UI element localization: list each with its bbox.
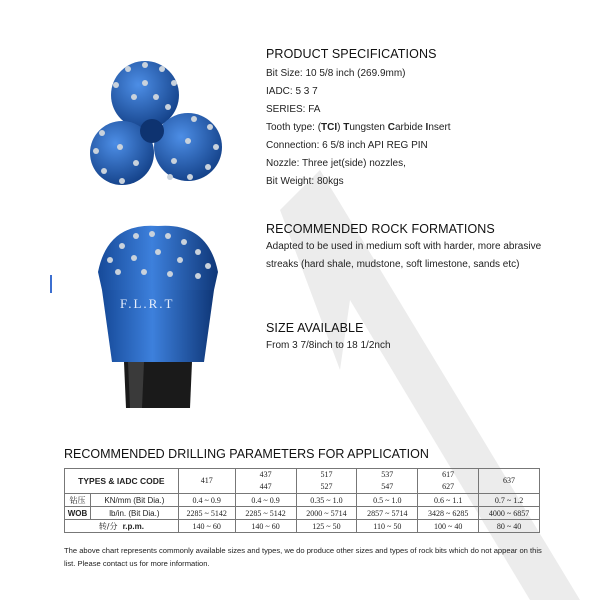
type-cell: 417 xyxy=(178,469,235,494)
type-cell: 637 xyxy=(479,469,540,494)
table-cell: 140 ~ 60 xyxy=(235,520,296,533)
table-cell: 2285 ~ 5142 xyxy=(178,507,235,520)
drilling-params-title: RECOMMENDED DRILLING PARAMETERS FOR APPLICATION xyxy=(64,447,429,461)
type-cell: 437 447 xyxy=(235,469,296,494)
rpm-label: 转/分 r.p.m. xyxy=(65,520,179,533)
wob-label: WOB xyxy=(65,507,91,520)
table-cell: 0.5 ~ 1.0 xyxy=(357,494,418,507)
wob-cn-label: 钻压 xyxy=(65,494,91,507)
spec-iadc: IADC: 5 3 7 xyxy=(266,86,318,97)
table-cell: 4000 ~ 6857 xyxy=(479,507,540,520)
spec-series: SERIES: FA xyxy=(266,104,321,115)
spec-tooth-type: Tooth type: (TCI) Tungsten Carbide Insert xyxy=(266,122,451,133)
type-cell: 537 547 xyxy=(357,469,418,494)
table-cell: 80 ~ 40 xyxy=(479,520,540,533)
table-cell: 0.6 ~ 1.1 xyxy=(418,494,479,507)
type-cell: 617 627 xyxy=(418,469,479,494)
rock-formations-title: RECOMMENDED ROCK FORMATIONS xyxy=(266,222,495,236)
table-cell: 2285 ~ 5142 xyxy=(235,507,296,520)
table-cell: 0.35 ~ 1.0 xyxy=(296,494,357,507)
table-cell: 0.7 ~ 1.2 xyxy=(479,494,540,507)
drilling-params-table xyxy=(64,468,540,533)
table-row-lb xyxy=(65,507,540,520)
rock-formations-text: Adapted to be used in medium soft with harder, more abrasive streaks (hard shale, mudstone, soft limestone, sands etc) xyxy=(266,241,542,270)
spec-bit-size: Bit Size: 10 5/8 inch (269.9mm) xyxy=(266,68,406,79)
table-cell: 100 ~ 40 xyxy=(418,520,479,533)
table-cell: 2000 ~ 5714 xyxy=(296,507,357,520)
table-cell: 140 ~ 60 xyxy=(178,520,235,533)
footnote: The above chart represents commonly available sizes and types, we do produce other sizes and types of rock bits which do not appear on this list. Please contact us for more information. xyxy=(64,546,542,568)
type-cell: 517 527 xyxy=(296,469,357,494)
spec-connection: Connection: 6 5/8 inch API REG PIN xyxy=(266,140,428,151)
spec-nozzle: Nozzle: Three jet(side) nozzles, xyxy=(266,158,406,169)
table-cell: 0.4 ~ 0.9 xyxy=(235,494,296,507)
tricone-bit-top-image xyxy=(90,55,230,195)
product-specs-title: PRODUCT SPECIFICATIONS xyxy=(266,47,437,61)
table-cell: 2857 ~ 5714 xyxy=(357,507,418,520)
table-cell: 125 ~ 50 xyxy=(296,520,357,533)
table-cell: 3428 ~ 6285 xyxy=(418,507,479,520)
table-row-rpm xyxy=(65,520,540,533)
size-available-title: SIZE AVAILABLE xyxy=(266,321,364,335)
left-edge-marker xyxy=(50,275,52,293)
bit-brand-marking: F.L.R.T xyxy=(120,296,175,311)
tricone-bit-side-image xyxy=(88,212,228,412)
types-iadc-header: TYPES & IADC CODE xyxy=(65,469,179,494)
table-header-row xyxy=(65,469,540,494)
table-cell: 0.4 ~ 0.9 xyxy=(178,494,235,507)
lb-unit-label: lb/in. (Bit Dia.) xyxy=(90,507,178,520)
spec-weight: Bit Weight: 80kgs xyxy=(266,176,344,187)
table-row-kn xyxy=(65,494,540,507)
kn-unit-label: KN/mm (Bit Dia.) xyxy=(90,494,178,507)
size-available-text: From 3 7/8inch to 18 1/2nch xyxy=(266,340,391,351)
table-cell: 110 ~ 50 xyxy=(357,520,418,533)
